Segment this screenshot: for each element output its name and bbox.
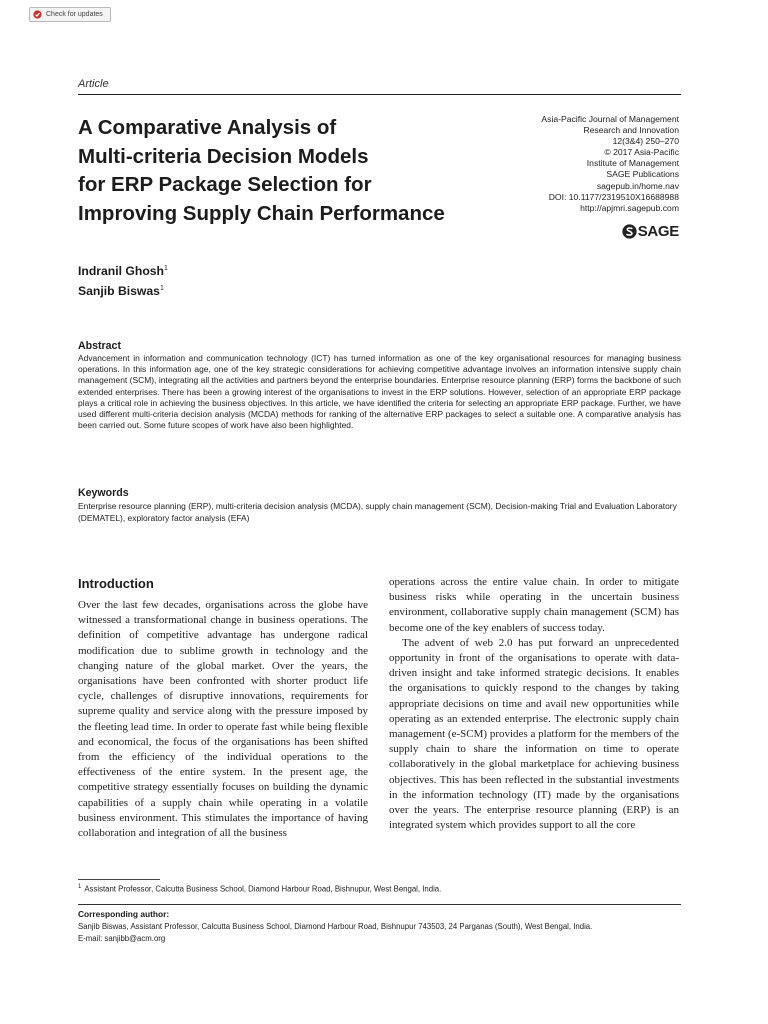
title-line: for ERP Package Selection for	[78, 173, 372, 196]
sage-s-icon	[622, 224, 637, 239]
author-name: Sanjib Biswas	[78, 284, 160, 299]
keywords-heading: Keywords	[78, 487, 129, 499]
body-column-left	[78, 598, 368, 841]
check-for-updates-label: Check for updates	[46, 11, 103, 18]
corresponding-divider	[78, 904, 681, 905]
publisher-url[interactable]: sagepub.in/home.nav	[596, 180, 679, 191]
check-for-updates-button[interactable]	[29, 7, 111, 22]
abstract-text: Advancement in information and communication technology (ICT) has turned information as one of the key organisational resources for managing business operations. In this information age, one of the key strategic considerations for achieving competitive advantage involves an information intensive supply chain management (SCM), integrating all the activities and partners beyond the enterprise boundaries. Enterprise resource planning (ERP) forms the backbone of such extended enterprises. There has been a growing interest of the organisations to invest in the ERP solutions. However, selection of an appropriate ERP package plays a critical role in achieving the business objectives. In this article, we have identified the criteria for selecting an appropriate ERP package. Further, we have used different multi-criteria decision analysis (MCDA) methods for ranking of the alternative ERP packages to select a suitable one. A comparative analysis has been carried out. Some future scopes of work have also been highlighted.	[78, 353, 681, 431]
crossmark-icon	[33, 10, 42, 19]
abstract-heading: Abstract	[78, 340, 121, 352]
affiliation-mark: 1	[159, 285, 164, 293]
publisher-name: SAGE Publications	[606, 169, 679, 180]
author	[78, 280, 168, 300]
footnote-divider	[78, 879, 160, 880]
introduction-heading: Introduction	[78, 576, 154, 591]
affiliation-footnote	[78, 884, 681, 894]
footnote-mark: 1	[78, 884, 82, 890]
keywords-text: Enterprise resource planning (ERP), multi-criteria decision analysis (MCDA), supply chain management (SCM), Decision-making Trial and Evaluation Laboratory (DEMATEL), exploratory factor analysis (EFA)	[78, 501, 677, 523]
copyright-line-2: Institute of Management	[586, 158, 679, 169]
body-paragraph: Over the last few decades, organisations across the globe have witnessed a transformational change in business operations. The definition of competitive advantage has undergone radical modification due to sublime growth in technology and the changing nature of the global market. Over the years, the organisations have been confronted with shorter product life cycle, challenges of disruptive innovations, requirements for supreme quality and service along with the pressure imposed by the fleeting lead time. In order to operate fast while being flexible and economical, the focus of the organisations has been shifted from the efficiency of the individual operations to the effectiveness of the entire system. In the present age, the competitive strategy essentially focuses on building the dynamic capabilities of a supply chain while operating in a volatile business environment. This stimulates the importance of having collaboration and integration of all the business	[78, 599, 368, 840]
author	[78, 260, 168, 280]
journal-url[interactable]: http://apjmri.sagepub.com	[580, 202, 679, 213]
copyright-line-1: © 2017 Asia-Pacific	[604, 147, 679, 158]
journal-volume: 12(3&4) 250–270	[612, 136, 679, 147]
title-line: A Comparative Analysis of	[78, 116, 337, 139]
sage-logo-text: SAGE	[637, 222, 679, 240]
body-paragraph: operations across the entire value chain. In order to mitigate business risks while operating in the uncertain business environment, collaborative supply chain management (SCM) has become one of the key enablers of success today.	[389, 576, 679, 634]
body-paragraph: The advent of web 2.0 has put forward an unprecedented opportunity in front of the organisations to operate with data-driven insight and take informed strategic decisions. It enables the organisations to quickly respond to the changes by taking appropriate decisions on time and avail new opportunities while operating as an extended enterprise. The electronic supply chain management (e-SCM) provides a platform for the members of the supply chain to share the information on time to operate collaboratively in the global marketplace for achieving business objectives. This has been reflected in the substantial investments in the information technology (IT) made by the organisations over the years. The enterprise resource planning (ERP) is an integrated system which provides support to all the core	[389, 636, 679, 832]
title-line: Multi-criteria Decision Models	[78, 144, 369, 168]
body-column-right	[389, 575, 679, 833]
sage-logo	[622, 222, 679, 240]
header-divider	[78, 94, 681, 95]
corresponding-author-heading: Corresponding author:	[78, 909, 170, 919]
article-type-label: Article	[78, 78, 109, 90]
journal-metadata	[479, 114, 679, 214]
affiliation-mark: 1	[164, 265, 168, 272]
doi-line[interactable]: DOI: 10.1177/2319510X16688988	[548, 191, 679, 202]
journal-name-line-2: Research and Innovation	[583, 125, 679, 136]
corresponding-email[interactable]: E-mail: sanjibb@acm.org	[78, 933, 166, 943]
author-list	[78, 260, 168, 300]
corresponding-author-details	[78, 921, 681, 944]
corresponding-address: Sanjib Biswas, Assistant Professor, Calcutta Business School, Diamond Harbour Road, Bishnupur 743503, 24 Parganas (South), West Bengal, India.	[78, 922, 593, 931]
footnote-text: Assistant Professor, Calcutta Business School, Diamond Harbour Road, Bishnupur, West Bengal, India.	[84, 884, 442, 894]
journal-name-line-1: Asia-Pacific Journal of Management	[541, 114, 679, 124]
paper-title	[78, 114, 508, 228]
author-name: Indranil Ghosh	[78, 264, 164, 279]
title-line: Improving Supply Chain Performance	[78, 201, 445, 225]
